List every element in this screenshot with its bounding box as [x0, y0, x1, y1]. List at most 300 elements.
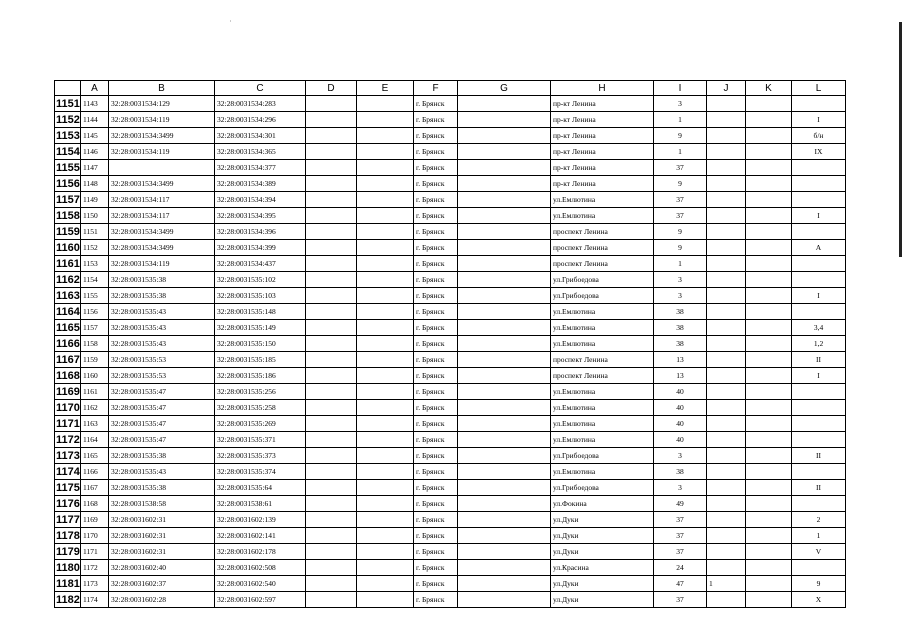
cell-b[interactable]: 32:28:0031534:119: [109, 256, 215, 272]
cell-f[interactable]: г. Брянск: [414, 256, 458, 272]
cell-c[interactable]: 32:28:0031535:373: [215, 448, 306, 464]
cell-e[interactable]: [357, 192, 414, 208]
cell-l[interactable]: IX: [792, 144, 846, 160]
cell-a[interactable]: 1171: [81, 544, 109, 560]
cell-k[interactable]: [746, 336, 792, 352]
cell-b[interactable]: 32:28:0031602:31: [109, 512, 215, 528]
cell-i[interactable]: 9: [654, 240, 707, 256]
cell-l[interactable]: 1: [792, 528, 846, 544]
cell-h[interactable]: проспект Ленина: [551, 352, 654, 368]
cell-l[interactable]: А: [792, 240, 846, 256]
column-header-g[interactable]: G: [458, 81, 551, 96]
cell-g[interactable]: [458, 576, 551, 592]
cell-c[interactable]: 32:28:0031534:365: [215, 144, 306, 160]
cell-d[interactable]: [306, 400, 357, 416]
cell-g[interactable]: [458, 320, 551, 336]
cell-h[interactable]: ул.Дуки: [551, 512, 654, 528]
cell-l[interactable]: [792, 432, 846, 448]
cell-b[interactable]: 32:28:0031535:47: [109, 432, 215, 448]
cell-i[interactable]: 40: [654, 400, 707, 416]
row-number-cell[interactable]: [55, 96, 81, 112]
cell-l[interactable]: I: [792, 288, 846, 304]
cell-f[interactable]: г. Брянск: [414, 368, 458, 384]
cell-f[interactable]: г. Брянск: [414, 464, 458, 480]
cell-e[interactable]: [357, 128, 414, 144]
cell-k[interactable]: [746, 304, 792, 320]
corner-header[interactable]: [55, 81, 81, 96]
cell-j[interactable]: [707, 528, 746, 544]
cell-d[interactable]: [306, 272, 357, 288]
cell-a[interactable]: 1147: [81, 160, 109, 176]
cell-f[interactable]: г. Брянск: [414, 112, 458, 128]
cell-i[interactable]: 38: [654, 336, 707, 352]
cell-b[interactable]: 32:28:0031534:3499: [109, 176, 215, 192]
cell-e[interactable]: [357, 560, 414, 576]
cell-f[interactable]: г. Брянск: [414, 544, 458, 560]
cell-e[interactable]: [357, 576, 414, 592]
cell-g[interactable]: [458, 224, 551, 240]
cell-k[interactable]: [746, 528, 792, 544]
cell-g[interactable]: [458, 480, 551, 496]
cell-c[interactable]: 32:28:0031535:185: [215, 352, 306, 368]
cell-e[interactable]: [357, 160, 414, 176]
column-header-a[interactable]: A: [81, 81, 109, 96]
cell-g[interactable]: [458, 464, 551, 480]
cell-f[interactable]: г. Брянск: [414, 512, 458, 528]
cell-e[interactable]: [357, 304, 414, 320]
cell-h[interactable]: ул.Грибоедова: [551, 288, 654, 304]
cell-f[interactable]: г. Брянск: [414, 528, 458, 544]
cell-j[interactable]: [707, 336, 746, 352]
column-header-b[interactable]: B: [109, 81, 215, 96]
cell-d[interactable]: [306, 496, 357, 512]
cell-l[interactable]: [792, 160, 846, 176]
cell-j[interactable]: 1: [707, 576, 746, 592]
cell-d[interactable]: [306, 544, 357, 560]
cell-k[interactable]: [746, 224, 792, 240]
column-header-e[interactable]: E: [357, 81, 414, 96]
cell-a[interactable]: 1148: [81, 176, 109, 192]
cell-i[interactable]: 37: [654, 544, 707, 560]
cell-b[interactable]: 32:28:0031538:58: [109, 496, 215, 512]
cell-f[interactable]: г. Брянск: [414, 272, 458, 288]
cell-f[interactable]: г. Брянск: [414, 176, 458, 192]
cell-g[interactable]: [458, 256, 551, 272]
row-number-cell[interactable]: [55, 512, 81, 528]
cell-c[interactable]: 32:28:0031535:371: [215, 432, 306, 448]
cell-c[interactable]: 32:28:0031535:256: [215, 384, 306, 400]
cell-j[interactable]: [707, 544, 746, 560]
cell-b[interactable]: 32:28:0031535:53: [109, 352, 215, 368]
cell-c[interactable]: 32:28:0031535:150: [215, 336, 306, 352]
cell-b[interactable]: [109, 160, 215, 176]
cell-g[interactable]: [458, 432, 551, 448]
cell-d[interactable]: [306, 144, 357, 160]
cell-i[interactable]: 9: [654, 224, 707, 240]
cell-h[interactable]: ул.Грибоедова: [551, 448, 654, 464]
cell-e[interactable]: [357, 112, 414, 128]
cell-d[interactable]: [306, 96, 357, 112]
cell-b[interactable]: 32:28:0031535:38: [109, 272, 215, 288]
cell-k[interactable]: [746, 576, 792, 592]
cell-i[interactable]: 3: [654, 272, 707, 288]
cell-f[interactable]: г. Брянск: [414, 192, 458, 208]
cell-a[interactable]: 1169: [81, 512, 109, 528]
column-header-k[interactable]: K: [746, 81, 792, 96]
cell-h[interactable]: проспект Ленина: [551, 224, 654, 240]
cell-e[interactable]: [357, 448, 414, 464]
cell-d[interactable]: [306, 176, 357, 192]
cell-l[interactable]: I: [792, 112, 846, 128]
cell-h[interactable]: ул.Дуки: [551, 544, 654, 560]
cell-i[interactable]: 38: [654, 464, 707, 480]
cell-c[interactable]: 32:28:0031602:540: [215, 576, 306, 592]
cell-k[interactable]: [746, 240, 792, 256]
cell-b[interactable]: 32:28:0031534:119: [109, 144, 215, 160]
cell-c[interactable]: 32:28:0031535:269: [215, 416, 306, 432]
column-header-d[interactable]: D: [306, 81, 357, 96]
cell-g[interactable]: [458, 368, 551, 384]
cell-b[interactable]: 32:28:0031535:38: [109, 288, 215, 304]
cell-h[interactable]: проспект Ленина: [551, 240, 654, 256]
cell-h[interactable]: ул.Фокина: [551, 496, 654, 512]
cell-g[interactable]: [458, 512, 551, 528]
cell-a[interactable]: 1161: [81, 384, 109, 400]
cell-l[interactable]: [792, 416, 846, 432]
cell-b[interactable]: 32:28:0031602:37: [109, 576, 215, 592]
cell-k[interactable]: [746, 464, 792, 480]
cell-k[interactable]: [746, 112, 792, 128]
cell-c[interactable]: 32:28:0031535:64: [215, 480, 306, 496]
cell-e[interactable]: [357, 256, 414, 272]
column-header-j[interactable]: J: [707, 81, 746, 96]
row-number-cell[interactable]: [55, 160, 81, 176]
cell-k[interactable]: [746, 480, 792, 496]
cell-c[interactable]: 32:28:0031534:399: [215, 240, 306, 256]
cell-d[interactable]: [306, 224, 357, 240]
cell-g[interactable]: [458, 496, 551, 512]
row-number-cell[interactable]: [55, 112, 81, 128]
cell-j[interactable]: [707, 560, 746, 576]
cell-d[interactable]: [306, 448, 357, 464]
cell-l[interactable]: II: [792, 352, 846, 368]
cell-l[interactable]: 3,4: [792, 320, 846, 336]
cell-e[interactable]: [357, 240, 414, 256]
cell-a[interactable]: 1157: [81, 320, 109, 336]
cell-d[interactable]: [306, 576, 357, 592]
cell-h[interactable]: ул.Дуки: [551, 576, 654, 592]
cell-b[interactable]: 32:28:0031534:3499: [109, 224, 215, 240]
cell-j[interactable]: [707, 128, 746, 144]
cell-g[interactable]: [458, 528, 551, 544]
cell-a[interactable]: 1172: [81, 560, 109, 576]
cell-h[interactable]: ул.Емлютина: [551, 208, 654, 224]
cell-i[interactable]: 3: [654, 288, 707, 304]
cell-i[interactable]: 38: [654, 304, 707, 320]
cell-e[interactable]: [357, 528, 414, 544]
cell-b[interactable]: 32:28:0031534:129: [109, 96, 215, 112]
cell-a[interactable]: 1158: [81, 336, 109, 352]
cell-e[interactable]: [357, 352, 414, 368]
cell-b[interactable]: 32:28:0031602:40: [109, 560, 215, 576]
row-number-cell[interactable]: [55, 304, 81, 320]
row-number-cell[interactable]: [55, 560, 81, 576]
cell-j[interactable]: [707, 320, 746, 336]
cell-d[interactable]: [306, 288, 357, 304]
cell-e[interactable]: [357, 288, 414, 304]
row-number-cell[interactable]: [55, 480, 81, 496]
cell-f[interactable]: г. Брянск: [414, 160, 458, 176]
cell-h[interactable]: ул.Емлютина: [551, 400, 654, 416]
cell-d[interactable]: [306, 352, 357, 368]
column-header-l[interactable]: L: [792, 81, 846, 96]
cell-i[interactable]: 24: [654, 560, 707, 576]
cell-k[interactable]: [746, 496, 792, 512]
cell-a[interactable]: 1160: [81, 368, 109, 384]
cell-l[interactable]: [792, 272, 846, 288]
row-number-cell[interactable]: [55, 576, 81, 592]
cell-f[interactable]: г. Брянск: [414, 592, 458, 608]
row-number-cell[interactable]: [55, 544, 81, 560]
cell-g[interactable]: [458, 144, 551, 160]
cell-k[interactable]: [746, 368, 792, 384]
cell-l[interactable]: 2: [792, 512, 846, 528]
cell-c[interactable]: 32:28:0031534:437: [215, 256, 306, 272]
cell-e[interactable]: [357, 432, 414, 448]
cell-f[interactable]: г. Брянск: [414, 240, 458, 256]
cell-k[interactable]: [746, 544, 792, 560]
cell-h[interactable]: пр-кт Ленина: [551, 112, 654, 128]
cell-a[interactable]: 1151: [81, 224, 109, 240]
row-number-cell[interactable]: [55, 320, 81, 336]
cell-c[interactable]: 32:28:0031602:597: [215, 592, 306, 608]
cell-d[interactable]: [306, 240, 357, 256]
cell-k[interactable]: [746, 432, 792, 448]
cell-e[interactable]: [357, 144, 414, 160]
cell-k[interactable]: [746, 592, 792, 608]
cell-f[interactable]: г. Брянск: [414, 560, 458, 576]
cell-j[interactable]: [707, 112, 746, 128]
cell-j[interactable]: [707, 432, 746, 448]
cell-b[interactable]: 32:28:0031534:119: [109, 112, 215, 128]
column-header-f[interactable]: F: [414, 81, 458, 96]
row-number-cell[interactable]: [55, 336, 81, 352]
cell-g[interactable]: [458, 160, 551, 176]
cell-g[interactable]: [458, 96, 551, 112]
row-number-cell[interactable]: [55, 384, 81, 400]
cell-l[interactable]: б/н: [792, 128, 846, 144]
cell-k[interactable]: [746, 352, 792, 368]
cell-k[interactable]: [746, 448, 792, 464]
cell-k[interactable]: [746, 96, 792, 112]
cell-l[interactable]: X: [792, 592, 846, 608]
cell-l[interactable]: [792, 96, 846, 112]
cell-h[interactable]: ул.Емлютина: [551, 320, 654, 336]
cell-e[interactable]: [357, 272, 414, 288]
cell-j[interactable]: [707, 400, 746, 416]
cell-l[interactable]: [792, 192, 846, 208]
cell-d[interactable]: [306, 192, 357, 208]
cell-h[interactable]: ул.Емлютина: [551, 384, 654, 400]
cell-f[interactable]: г. Брянск: [414, 288, 458, 304]
cell-k[interactable]: [746, 208, 792, 224]
cell-j[interactable]: [707, 384, 746, 400]
cell-a[interactable]: 1149: [81, 192, 109, 208]
cell-b[interactable]: 32:28:0031535:47: [109, 416, 215, 432]
cell-b[interactable]: 32:28:0031602:31: [109, 544, 215, 560]
cell-g[interactable]: [458, 400, 551, 416]
cell-l[interactable]: [792, 224, 846, 240]
cell-l[interactable]: [792, 256, 846, 272]
cell-g[interactable]: [458, 384, 551, 400]
column-header-i[interactable]: I: [654, 81, 707, 96]
cell-d[interactable]: [306, 112, 357, 128]
cell-l[interactable]: [792, 304, 846, 320]
cell-k[interactable]: [746, 176, 792, 192]
cell-d[interactable]: [306, 128, 357, 144]
cell-a[interactable]: 1165: [81, 448, 109, 464]
cell-k[interactable]: [746, 384, 792, 400]
cell-a[interactable]: 1159: [81, 352, 109, 368]
cell-a[interactable]: 1170: [81, 528, 109, 544]
cell-l[interactable]: [792, 384, 846, 400]
cell-j[interactable]: [707, 592, 746, 608]
row-number-cell[interactable]: [55, 128, 81, 144]
cell-a[interactable]: 1156: [81, 304, 109, 320]
cell-j[interactable]: [707, 352, 746, 368]
row-number-cell[interactable]: [55, 176, 81, 192]
cell-a[interactable]: 1145: [81, 128, 109, 144]
cell-f[interactable]: г. Брянск: [414, 576, 458, 592]
cell-j[interactable]: [707, 304, 746, 320]
cell-h[interactable]: ул.Емлютина: [551, 464, 654, 480]
column-header-h[interactable]: H: [551, 81, 654, 96]
cell-i[interactable]: 38: [654, 320, 707, 336]
cell-e[interactable]: [357, 464, 414, 480]
cell-f[interactable]: г. Брянск: [414, 336, 458, 352]
cell-a[interactable]: 1167: [81, 480, 109, 496]
row-number-cell[interactable]: [55, 432, 81, 448]
cell-k[interactable]: [746, 272, 792, 288]
cell-j[interactable]: [707, 224, 746, 240]
cell-i[interactable]: 1: [654, 144, 707, 160]
cell-b[interactable]: 32:28:0031602:28: [109, 592, 215, 608]
cell-i[interactable]: 3: [654, 448, 707, 464]
cell-i[interactable]: 37: [654, 528, 707, 544]
cell-c[interactable]: 32:28:0031602:141: [215, 528, 306, 544]
cell-l[interactable]: [792, 176, 846, 192]
cell-j[interactable]: [707, 368, 746, 384]
cell-k[interactable]: [746, 160, 792, 176]
cell-a[interactable]: 1150: [81, 208, 109, 224]
cell-g[interactable]: [458, 544, 551, 560]
cell-i[interactable]: 37: [654, 192, 707, 208]
row-number-cell[interactable]: [55, 352, 81, 368]
cell-i[interactable]: 37: [654, 512, 707, 528]
cell-b[interactable]: 32:28:0031534:117: [109, 208, 215, 224]
cell-e[interactable]: [357, 368, 414, 384]
cell-h[interactable]: ул.Емлютина: [551, 416, 654, 432]
cell-l[interactable]: [792, 560, 846, 576]
cell-a[interactable]: 1143: [81, 96, 109, 112]
cell-a[interactable]: 1146: [81, 144, 109, 160]
cell-e[interactable]: [357, 496, 414, 512]
cell-g[interactable]: [458, 272, 551, 288]
cell-f[interactable]: г. Брянск: [414, 224, 458, 240]
cell-j[interactable]: [707, 512, 746, 528]
cell-c[interactable]: 32:28:0031535:374: [215, 464, 306, 480]
cell-h[interactable]: пр-кт Ленина: [551, 128, 654, 144]
cell-b[interactable]: 32:28:0031535:43: [109, 464, 215, 480]
cell-h[interactable]: ул.Красина: [551, 560, 654, 576]
cell-l[interactable]: 9: [792, 576, 846, 592]
row-number-cell[interactable]: [55, 288, 81, 304]
cell-d[interactable]: [306, 336, 357, 352]
cell-h[interactable]: ул.Дуки: [551, 592, 654, 608]
cell-k[interactable]: [746, 144, 792, 160]
cell-g[interactable]: [458, 592, 551, 608]
cell-i[interactable]: 13: [654, 352, 707, 368]
cell-d[interactable]: [306, 416, 357, 432]
cell-d[interactable]: [306, 368, 357, 384]
cell-e[interactable]: [357, 96, 414, 112]
row-number-cell[interactable]: [55, 208, 81, 224]
cell-j[interactable]: [707, 160, 746, 176]
cell-c[interactable]: 32:28:0031534:389: [215, 176, 306, 192]
column-header-c[interactable]: C: [215, 81, 306, 96]
cell-c[interactable]: 32:28:0031602:139: [215, 512, 306, 528]
row-number-cell[interactable]: [55, 368, 81, 384]
cell-c[interactable]: 32:28:0031535:186: [215, 368, 306, 384]
cell-c[interactable]: 32:28:0031602:508: [215, 560, 306, 576]
cell-g[interactable]: [458, 288, 551, 304]
cell-i[interactable]: 1: [654, 112, 707, 128]
cell-l[interactable]: II: [792, 448, 846, 464]
row-number-cell[interactable]: [55, 496, 81, 512]
cell-a[interactable]: 1168: [81, 496, 109, 512]
cell-k[interactable]: [746, 288, 792, 304]
cell-j[interactable]: [707, 192, 746, 208]
cell-j[interactable]: [707, 480, 746, 496]
cell-i[interactable]: 40: [654, 432, 707, 448]
cell-f[interactable]: г. Брянск: [414, 352, 458, 368]
cell-l[interactable]: [792, 400, 846, 416]
cell-f[interactable]: г. Брянск: [414, 144, 458, 160]
cell-c[interactable]: 32:28:0031535:258: [215, 400, 306, 416]
cell-h[interactable]: пр-кт Ленина: [551, 144, 654, 160]
cell-j[interactable]: [707, 240, 746, 256]
cell-h[interactable]: ул.Емлютина: [551, 192, 654, 208]
cell-e[interactable]: [357, 320, 414, 336]
cell-k[interactable]: [746, 256, 792, 272]
cell-h[interactable]: проспект Ленина: [551, 256, 654, 272]
cell-c[interactable]: 32:28:0031534:395: [215, 208, 306, 224]
cell-i[interactable]: 9: [654, 128, 707, 144]
cell-d[interactable]: [306, 512, 357, 528]
cell-e[interactable]: [357, 384, 414, 400]
cell-b[interactable]: 32:28:0031602:31: [109, 528, 215, 544]
cell-e[interactable]: [357, 336, 414, 352]
cell-e[interactable]: [357, 208, 414, 224]
cell-i[interactable]: 3: [654, 480, 707, 496]
row-number-cell[interactable]: [55, 256, 81, 272]
row-number-cell[interactable]: [55, 192, 81, 208]
cell-g[interactable]: [458, 240, 551, 256]
cell-c[interactable]: 32:28:0031534:396: [215, 224, 306, 240]
cell-a[interactable]: 1166: [81, 464, 109, 480]
cell-g[interactable]: [458, 128, 551, 144]
cell-h[interactable]: пр-кт Ленина: [551, 160, 654, 176]
